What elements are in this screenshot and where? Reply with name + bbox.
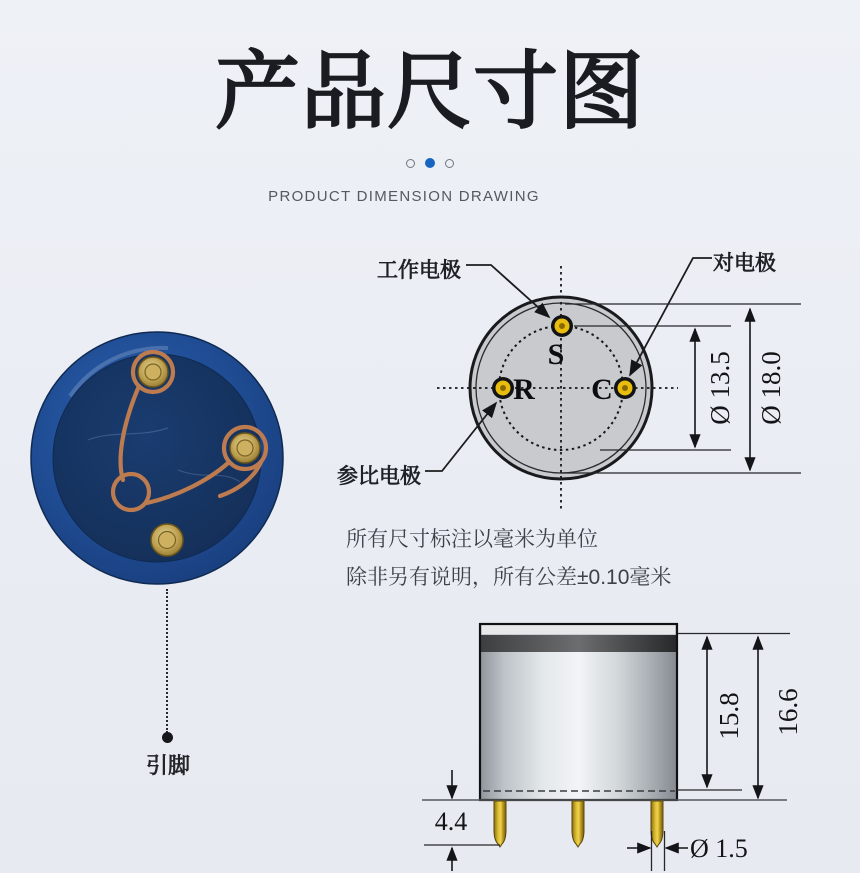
carousel-dot-2-active[interactable] — [425, 158, 435, 168]
side-view-drawing — [400, 610, 860, 873]
label-working-electrode: 工作电极 — [377, 259, 461, 282]
note-line-1: 所有尺寸标注以毫米为单位 — [346, 528, 598, 551]
note-line-2: 除非另有说明，所有公差±0.10毫米 — [346, 566, 672, 589]
page-title: 产品尺寸图 — [214, 45, 645, 140]
sensor-side-body — [480, 624, 677, 800]
electrode-pad-s — [551, 315, 573, 337]
pad-letter-c: C — [591, 373, 613, 406]
dim-inner-height: 15.8 — [714, 692, 744, 740]
side-pin-3 — [651, 801, 663, 847]
electrode-pad-r — [492, 377, 514, 399]
pin-right — [230, 433, 260, 463]
pin-bottom — [151, 524, 183, 556]
dim-pitch-diameter: Ø 13.5 — [705, 351, 735, 425]
dimension-notes — [346, 521, 671, 597]
pin-leader-dot — [162, 732, 173, 743]
pin-leader-line — [166, 589, 168, 733]
side-pin-2 — [572, 801, 584, 847]
carousel-dots — [0, 158, 860, 168]
carousel-dot-3[interactable] — [445, 159, 454, 168]
dim-pin-length: 4.4 — [434, 807, 468, 836]
side-view-pins — [494, 801, 663, 847]
dim-outer-diameter: Ø 18.0 — [756, 351, 786, 425]
dim-pin-diameter: Ø 1.5 — [690, 834, 748, 863]
label-counter-electrode: 对电极 — [713, 252, 776, 275]
pad-letter-r: R — [513, 373, 535, 406]
label-reference-electrode: 参比电极 — [337, 465, 421, 488]
side-pin-1 — [494, 801, 506, 847]
carousel-dot-1[interactable] — [406, 159, 415, 168]
dim-total-height: 16.6 — [773, 688, 803, 736]
page-subtitle: PRODUCT DIMENSION DRAWING — [268, 188, 540, 205]
sensor-photo — [18, 320, 298, 598]
electrode-pad-c — [614, 377, 636, 399]
pin-label: 引脚 — [145, 753, 190, 778]
pad-letter-s: S — [547, 338, 565, 371]
pin-top — [138, 357, 168, 387]
